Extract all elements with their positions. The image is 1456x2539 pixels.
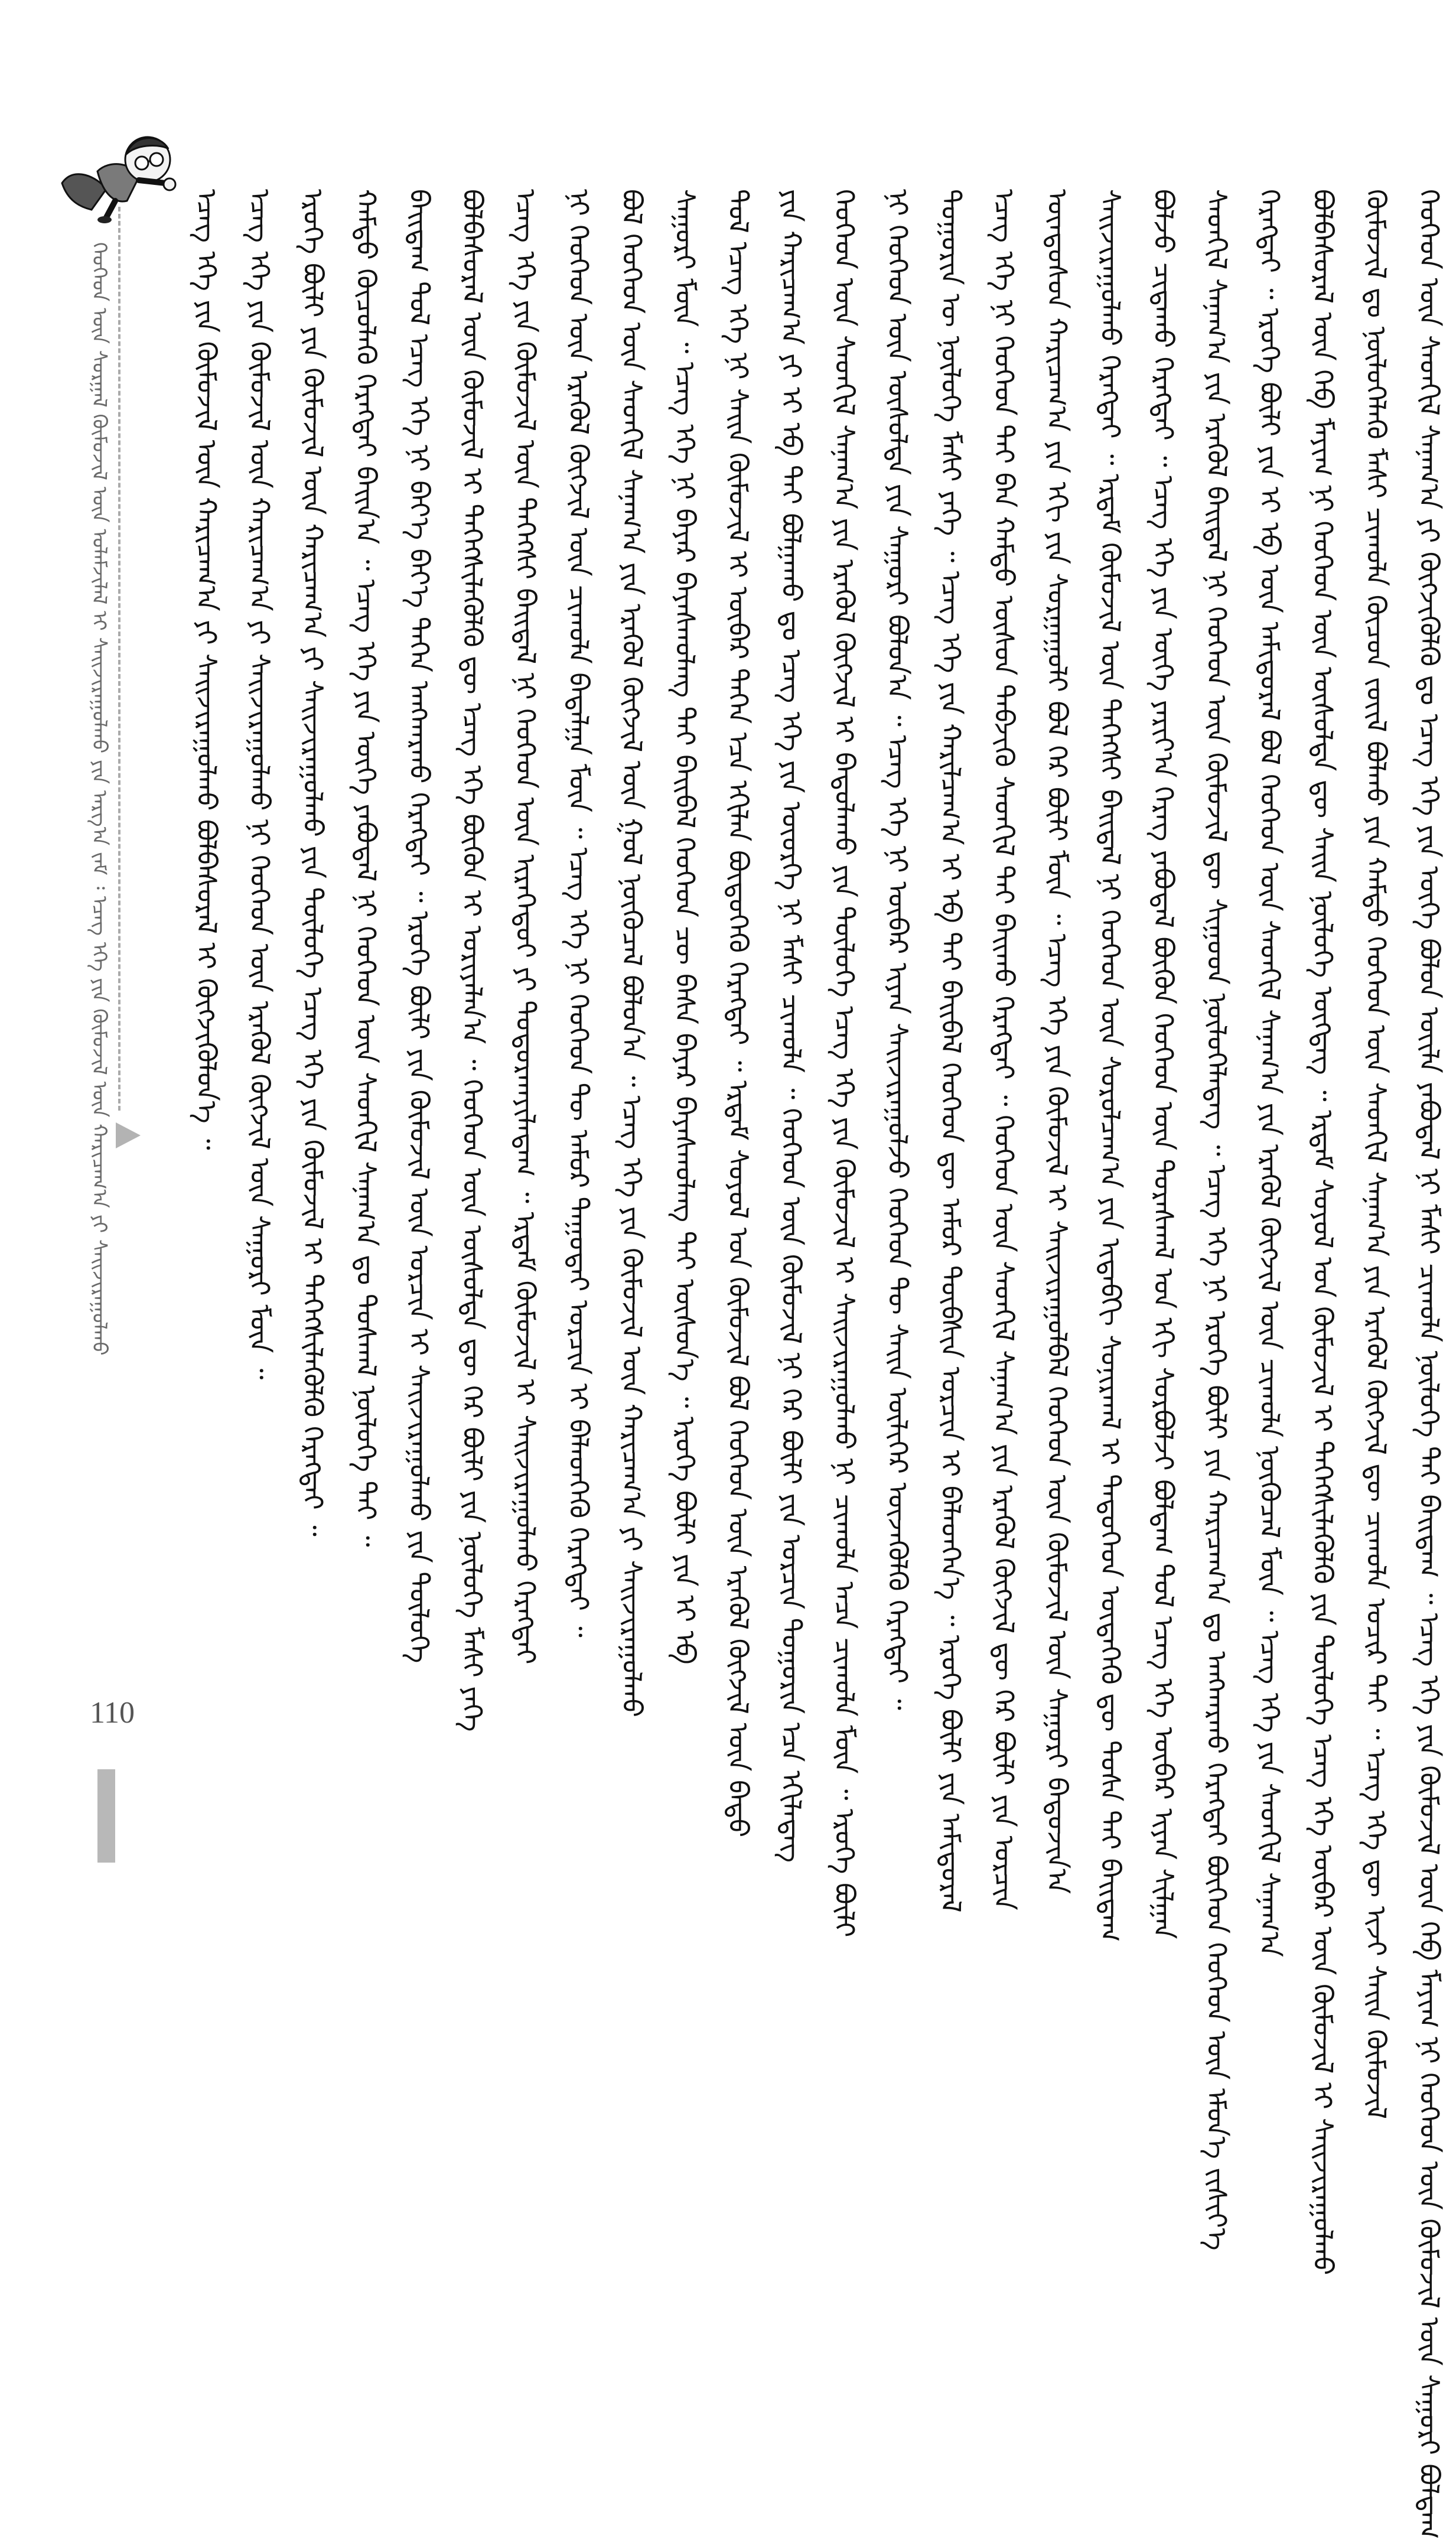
text-column: ᠨᠢ ᠬᠡᠦᠬᠡᠳ ᠦᠨ ᠡᠷᠡᠭᠦᠯ ᠬᠥᠭᠵᠢᠯ ᠦᠨ ᠴᠢᠬᠤᠯᠠ ᠪᠠᠲᠠᠯᠭᠠ ᠮᠥᠨ ᠃ ᠡᠴᠡᠭ᠌ ᠡᠬᠡ ᠨᠢ ᠬᠡᠦᠬᠡᠳ ᠲᠦ ᠠᠮᠤᠷ ᠳᠠᠭᠤᠲᠠᠢ ᠣᠷᠴᠢᠨ ᠢ ᠪᠡᠯᠡᠳᠬᠡᠬᠦ ᠬᠡᠷᠡᠭᠲᠡᠢ ᠃ [563,189,595,1638]
text-column: ᠬᠠᠮᠲᠤ ᠬᠦᠴᠦᠯᠡᠬᠦ ᠬᠡᠷᠡᠭᠲᠡᠢ ᠪᠠᠢᠨ᠎ᠠ ᠃ ᠡᠴᠡᠭ᠌ ᠡᠬᠡ ᠶᠢᠨ ᠦᠭᠡ ᠶᠠᠪᠤᠳᠠᠯ ᠨᠢ ᠬᠡᠦᠬᠡᠳ ᠦᠨ ᠰᠡᠳᠬᠢᠯ ᠰᠠᠨᠠᠭ᠎ᠠ ᠳᠤ ᠲᠤᠰᠬᠠᠯ ᠨᠥᠯᠥᠭᠡ ᠲᠠᠢ ᠃ [350,189,382,1547]
text-column: ᠰᠠᠭᠤᠷᠢ ᠮᠥᠨ ᠃ ᠡᠴᠡᠭ᠌ ᠡᠬᠡ ᠨᠢ ᠪᠠᠶᠠᠷ ᠪᠠᠶᠠᠰᠬᠤᠯᠠᠩ ᠲᠠᠢ ᠪᠠᠢᠪᠠᠯ ᠬᠡᠦᠬᠡᠳ ᠴᠦ ᠪᠠᠰᠠ ᠪᠠᠶᠠᠷ ᠪᠠᠶᠠᠰᠬᠤᠯᠠᠩ ᠲᠠᠢ ᠥᠰᠦᠨ᠎ᠡ ᠃ ᠡᠷᠦᠬᠡ ᠪᠦᠯᠢ ᠶᠢᠨ ᠡᠶ ᠡᠪ [669,189,701,1665]
running-header: ᠬᠡᠦᠬᠡᠳ ᠦᠨ ᠰᠤᠷᠭᠠᠯ ᠬᠦᠮᠦᠵᠢᠯ ᠦᠨ ᠤᠯᠠᠮᠵᠢᠯᠠᠯ ᠢ ᠰᠠᠢᠵᠢᠷᠠᠭᠤᠯᠬᠤ ᠶᠢᠨ ᠠᠷᠭ᠎ᠠ ᠵᠠᠮ ᠄ ᠡᠴᠡᠭ᠌ ᠡᠬᠡ ᠶᠢᠨ ᠬᠦᠮᠦᠵᠢᠯ ᠦᠨ ᠬᠠᠷᠢᠴᠠᠭ᠎ᠠ ᠶᠢ ᠰᠠᠢᠵᠢᠷᠠᠭᠤᠯᠬᠤ [87,242,111,1356]
text-column: ᠪᠣᠯ ᠬᠡᠦᠬᠡᠳ ᠦᠨ ᠰᠡᠳᠬᠢᠯ ᠰᠠᠨᠠᠭ᠎ᠠ ᠶᠢᠨ ᠡᠷᠡᠭᠦᠯ ᠬᠥᠭᠵᠢᠯ ᠦᠨ ᠭᠣᠯ ᠨᠥᠬᠥᠴᠡᠯ ᠪᠣᠯᠤᠨ᠎ᠠ ᠃ ᠡᠴᠡᠭ᠌ ᠡᠬᠡ ᠶᠢᠨ ᠬᠦᠮᠦᠵᠢᠯ ᠦᠨ ᠬᠠᠷᠢᠴᠠᠭ᠎ᠠ ᠶᠢ ᠰᠠᠢᠵᠢᠷᠠᠭᠤᠯᠬᠤ [616,189,648,1717]
text-column: ᠨᠢ ᠬᠡᠦᠬᠡᠳ ᠦᠨ ᠥᠰᠥᠯᠲᠡ ᠶᠢᠨ ᠰᠠᠭᠤᠷᠢ ᠪᠣᠯᠤᠨ᠎ᠠ ᠃ ᠡᠴᠡᠭ᠌ ᠡᠬᠡ ᠨᠢ ᠥᠪᠡᠷ ᠢᠶᠡᠨ ᠰᠠᠢᠵᠢᠷᠠᠭᠤᠯᠵᠤ ᠬᠡᠦᠬᠡᠳ ᠲᠦ ᠰᠠᠢᠨ ᠦᠯᠢᠭᠡᠷ ᠦᠵᠡᠭᠦᠯᠬᠦ ᠬᠡᠷᠡᠭᠲᠡᠢ ᠃ [882,189,914,1710]
text-column: ᠬᠦᠮᠦᠵᠢᠯ ᠳᠤ ᠨᠥᠯᠥᠭᠡᠯᠡᠬᠦ ᠮᠠᠰᠢ ᠴᠢᠬᠤᠯᠠ ᠬᠦᠴᠦᠨ ᠵᠦᠢᠯ ᠪᠣᠯᠬᠤ ᠶᠢᠨ ᠬᠠᠮᠲᠤ ᠬᠡᠦᠬᠡᠳ ᠦᠨ ᠰᠡᠳᠬᠢᠯ ᠰᠠᠨᠠᠭ᠎ᠠ ᠶᠢᠨ ᠡᠷᠡᠭᠦᠯ ᠬᠥᠭᠵᠢᠯ ᠳᠦ ᠴᠢᠬᠤᠯᠠ ᠤᠴᠢᠷ ᠲᠠᠢ ᠃ ᠡᠴᠡᠭ᠌ ᠡᠬᠡ ᠳᠦ ᠢᠵᠢ ᠰᠠᠢᠨ ᠬᠦᠮᠦᠵᠢᠯ [1360,189,1392,2120]
text-column: ᠡᠴᠡᠭ᠌ ᠡᠬᠡ ᠶᠢᠨ ᠬᠦᠮᠦᠵᠢᠯ ᠦᠨ ᠳᠡᠭᠡᠭᠰᠢ ᠪᠠᠢᠳᠠᠯ ᠨᠢ ᠬᠡᠦᠬᠡᠳ ᠦᠨ ᠢᠷᠡᠭᠡᠳᠦᠢ ᠶᠢ ᠲᠣᠳᠤᠷᠬᠠᠶᠢᠯᠠᠳᠠᠭ ᠃ ᠡᠷᠳᠡᠮ ᠬᠦᠮᠦᠵᠢᠯ ᠢ ᠰᠠᠢᠵᠢᠷᠠᠭᠤᠯᠬᠤ ᠬᠡᠷᠡᠭᠲᠡᠢ [510,189,542,1665]
text-column: ᠬᠡᠦᠬᠡᠳ ᠦᠨ ᠰᠡᠳᠬᠢᠯ ᠰᠠᠨᠠᠭ᠎ᠠ ᠶᠢ ᠬᠥᠭᠵᠢᠭᠦᠯᠬᠦ ᠳᠤ ᠡᠴᠡᠭ᠌ ᠡᠬᠡ ᠶᠢᠨ ᠦᠭᠡ ᠪᠣᠯᠤᠨ ᠦᠢᠯᠡ ᠶᠠᠪᠤᠳᠠᠯ ᠨᠢ ᠮᠠᠰᠢ ᠴᠢᠬᠤᠯᠠ ᠨᠥᠯᠥᠭᠡ ᠲᠠᠢ ᠪᠠᠢᠳᠠᠭ ᠃ ᠡᠴᠡᠭ᠌ ᠡᠬᠡ ᠶᠢᠨ ᠬᠦᠮᠦᠵᠢᠯ ᠦᠨ ᠬᠡᠪ ᠮᠠᠶᠢᠭ ᠨᠢ ᠬᠡᠦᠬᠡᠳ ᠦᠨ ᠬᠦᠮᠦᠵᠢᠯ ᠦᠨ ᠰᠠᠭᠤᠷᠢ ᠪᠣᠯᠳᠠᠭ [1413,189,1445,2539]
triangle-marker-icon [116,1122,141,1148]
text-column: ᠶᠢᠨ ᠬᠠᠷᠢᠴᠠᠭ᠎ᠠ ᠶᠢ ᠡᠶ ᠡᠪ ᠲᠡᠢ ᠪᠣᠯᠭᠠᠬᠤ ᠳᠤ ᠡᠴᠡᠭ᠌ ᠡᠬᠡ ᠶᠢᠨ ᠦᠦᠷᠭᠡ ᠨᠢ ᠮᠠᠰᠢ ᠴᠢᠬᠤᠯᠠ ᠃ ᠬᠡᠦᠬᠡᠳ ᠦᠨ ᠬᠦᠮᠦᠵᠢᠯ ᠨᠢ ᠭᠡᠷ ᠪᠦᠯᠢ ᠶᠢᠨ ᠣᠷᠴᠢᠨ ᠲᠣᠭᠣᠷᠢᠨ ᠡᠴᠡ ᠡᠬᠢᠯᠡᠳᠡᠭ [776,189,807,1863]
text-column: ᠪᠣᠯᠪᠠᠰᠤᠷᠠᠯ ᠦᠨ ᠬᠦᠮᠦᠵᠢᠯ ᠢ ᠳᠡᠭᠡᠭᠰᠢᠯᠡᠭᠦᠯᠬᠦ ᠳᠦ ᠡᠴᠡᠭ᠌ ᠡᠬᠡ ᠪᠦᠬᠦᠨ ᠢ ᠤᠷᠢᠶᠠᠯᠠᠨ᠎ᠠ ᠃ ᠬᠡᠦᠬᠡᠳ ᠦᠨ ᠥᠰᠥᠯᠲᠡ ᠳᠦ ᠭᠡᠷ ᠪᠦᠯᠢ ᠶᠢᠨ ᠨᠥᠯᠥᠭᠡ ᠮᠠᠰᠢ ᠶᠡᠬᠡ [457,189,488,1732]
text-column: ᠡᠷᠦᠬᠡ ᠪᠦᠯᠢ ᠶᠢᠨ ᠬᠦᠮᠦᠵᠢᠯ ᠦᠨ ᠬᠠᠷᠢᠴᠠᠭ᠎ᠠ ᠶᠢ ᠰᠠᠢᠵᠢᠷᠠᠭᠤᠯᠬᠤ ᠶᠢᠨ ᠲᠥᠯᠥᠭᠡ ᠡᠴᠡᠭ᠌ ᠡᠬᠡ ᠶᠢᠨ ᠬᠦᠮᠦᠵᠢᠯ ᠢ ᠳᠡᠭᠡᠭᠰᠢᠯᠡᠭᠦᠯᠬᠦ ᠬᠡᠷᠡᠭᠲᠡᠢ ᠃ [297,189,329,1537]
text-column: ᠪᠠᠢᠳᠠᠭ ᠲᠤᠯ ᠡᠴᠡᠭ᠌ ᠡᠬᠡ ᠨᠢ ᠪᠡᠶ᠎ᠡ ᠪᠡᠶ᠎ᠡ ᠳᠡᠭᠡᠨ ᠠᠩᠬᠠᠷᠬᠤ ᠬᠡᠷᠡᠭᠲᠡᠢ ᠃ ᠡᠷᠦᠬᠡ ᠪᠦᠯᠢ ᠶᠢᠨ ᠬᠦᠮᠦᠵᠢᠯ ᠦᠨ ᠣᠷᠴᠢᠨ ᠢ ᠰᠠᠢᠵᠢᠷᠠᠭᠤᠯᠬᠤ ᠶᠢᠨ ᠲᠥᠯᠥᠭᠡ [403,189,435,1664]
page-number: 110 [89,1696,135,1730]
header-divider [118,207,120,1111]
text-column: ᠲᠣᠭᠣᠷᠢᠨ ᠦ ᠨᠥᠯᠥᠭᠡ ᠮᠠᠰᠢ ᠶᠡᠬᠡ ᠃ ᠡᠴᠡᠭ᠌ ᠡᠬᠡ ᠶᠢᠨ ᠬᠠᠷᠢᠯᠴᠠᠭ᠎ᠠ ᠡᠶ ᠡᠪ ᠲᠡᠢ ᠪᠠᠢᠪᠠᠯ ᠬᠡᠦᠬᠡᠳ ᠳᠦ ᠠᠮᠤᠷ ᠲᠦᠪᠰᠢᠨ ᠤᠷᠴᠢᠨ ᠢ ᠪᠡᠯᠡᠳᠬᠡᠨ᠎ᠡ ᠃ ᠡᠷᠦᠬᠡ ᠪᠦᠯᠢ ᠶᠢᠨ ᠠᠮᠢᠳᠤᠷᠠᠯ [935,189,967,1913]
text-column: ᠡᠴᠡᠭ᠌ ᠡᠬᠡ ᠨᠢ ᠬᠡᠦᠬᠡᠳ ᠲᠡᠢ ᠪᠠᠨ ᠬᠠᠮᠲᠤ ᠥᠰᠦᠨ ᠳᠡᠪᠵᠢᠬᠦ ᠰᠡᠳᠬᠢᠯ ᠲᠠᠢ ᠪᠠᠢᠬᠤ ᠬᠡᠷᠡᠭᠲᠡᠢ ᠃ ᠬᠡᠦᠬᠡᠳ ᠦᠨ ᠰᠡᠳᠬᠢᠯ ᠰᠠᠨᠠᠭ᠎ᠠ ᠶᠢᠨ ᠡᠷᠡᠭᠦᠯ ᠬᠥᠭᠵᠢᠯ ᠳᠦ ᠭᠡᠷ ᠪᠦᠯᠢ ᠶᠢᠨ ᠣᠷᠴᠢᠨ [988,189,1020,1910]
boy-with-glasses-icon [50,112,186,224]
text-column: ᠪᠣᠯᠪᠠᠰᠤᠷᠠᠯ ᠦᠨ ᠬᠡᠪ ᠮᠠᠶᠢᠭ ᠨᠢ ᠬᠡᠦᠬᠡᠳ ᠦᠨ ᠥᠰᠥᠯᠲᠡ ᠳᠦ ᠰᠠᠢᠨ ᠨᠥᠯᠥᠭᠡ ᠥᠭᠳᠡᠭ ᠃ ᠡᠷᠳᠡᠮ ᠰᠣᠶᠤᠯ ᠤᠨ ᠬᠦᠮᠦᠵᠢᠯ ᠢ ᠳᠡᠭᠡᠭᠰᠢᠯᠡᠭᠦᠯᠬᠦ ᠶᠢᠨ ᠲᠥᠯᠥᠭᠡ ᠡᠴᠡᠭ᠌ ᠡᠬᠡ ᠥᠪᠡᠷ ᠦᠨ ᠬᠦᠮᠦᠵᠢᠯ ᠢ ᠰᠠᠢᠵᠢᠷᠠᠭᠤᠯᠬᠤ [1307,189,1339,2276]
text-column: ᠦᠨᠳᠦᠰᠦᠨ ᠬᠠᠷᠢᠴᠠᠭ᠎ᠠ ᠶᠢᠨ ᠡᠬᠢ ᠶᠢᠨ ᠰᠤᠷᠭᠠᠭᠤᠯᠢ ᠪᠣᠯ ᠭᠡᠷ ᠪᠦᠯᠢ ᠮᠥᠨ ᠃ ᠡᠴᠡᠭ᠌ ᠡᠬᠡ ᠶᠢᠨ ᠬᠦᠮᠦᠵᠢᠯ ᠢ ᠰᠠᠢᠵᠢᠷᠠᠭᠤᠯᠪᠠᠯ ᠬᠡᠦᠬᠡᠳ ᠦᠨ ᠬᠦᠮᠦᠵᠢᠯ ᠦᠨ ᠰᠠᠭᠤᠷᠢ ᠪᠠᠲᠤᠵᠢᠨ᠎ᠠ [1041,189,1073,1894]
text-column: ᠡᠴᠡᠭ᠌ ᠡᠬᠡ ᠶᠢᠨ ᠬᠦᠮᠦᠵᠢᠯ ᠦᠨ ᠬᠠᠷᠢᠴᠠᠭ᠎ᠠ ᠶᠢ ᠰᠠᠢᠵᠢᠷᠠᠭᠤᠯᠬᠤ ᠪᠣᠯᠪᠠᠰᠤᠷᠠᠯ ᠢ ᠬᠥᠭᠵᠢᠭᠦᠯᠦᠨ᠎ᠡ ᠃ [191,189,223,1150]
text-column: ᠡᠴᠡᠭ᠌ ᠡᠬᠡ ᠶᠢᠨ ᠬᠦᠮᠦᠵᠢᠯ ᠦᠨ ᠬᠠᠷᠢᠴᠠᠭ᠎ᠠ ᠶᠢ ᠰᠠᠢᠵᠢᠷᠠᠭᠤᠯᠬᠤ ᠨᠢ ᠬᠡᠦᠬᠡᠳ ᠦᠨ ᠡᠷᠡᠭᠦᠯ ᠬᠥᠭᠵᠢᠯ ᠦᠨ ᠰᠠᠭᠤᠷᠢ ᠮᠥᠨ ᠃ [244,189,276,1380]
text-column: ᠰᠠᠢᠵᠢᠷᠠᠭᠤᠯᠬᠤ ᠬᠡᠷᠡᠭᠲᠡᠢ ᠃ ᠡᠷᠳᠡᠮ ᠬᠦᠮᠦᠵᠢᠯ ᠦᠨ ᠳᠡᠭᠡᠭᠰᠢ ᠪᠠᠢᠳᠠᠯ ᠨᠢ ᠬᠡᠦᠬᠡᠳ ᠦᠨ ᠰᠤᠷᠤᠯᠴᠠᠭ᠎ᠠ ᠶᠢᠨ ᠢᠳᠡᠪᠬᠢ ᠰᠤᠨᠢᠷᠬᠠᠯ ᠢ ᠲᠡᠳᠦᠭᠡᠳ ᠥᠳᠡᠭᠡᠬᠦ ᠳᠦ ᠲᠤᠰᠠ ᠲᠠᠢ ᠪᠠᠢᠳᠠᠭ [1095,189,1126,1942]
text-column: ᠲᠤᠯ ᠡᠴᠡᠭ᠌ ᠡᠬᠡ ᠨᠢ ᠰᠠᠢᠨ ᠬᠦᠮᠦᠵᠢᠯ ᠢ ᠥᠪᠡᠷ ᠲᠡᠭᠡᠨ ᠡᠴᠡ ᠡᠬᠢᠯᠡᠨ ᠪᠦᠲᠦᠭᠡᠬᠦ ᠬᠡᠷᠡᠭᠲᠡᠢ ᠃ ᠡᠷᠳᠡᠮ ᠰᠣᠶᠤᠯ ᠤᠨ ᠬᠦᠮᠦᠵᠢᠯ ᠪᠣᠯ ᠬᠡᠦᠬᠡᠳ ᠦᠨ ᠡᠷᠡᠭᠦᠯ ᠬᠥᠭᠵᠢᠯ ᠦᠨ ᠪᠠᠲᠤ [722,189,754,1838]
text-column: ᠪᠣᠯᠵᠤ ᠴᠢᠳᠠᠬᠤ ᠬᠡᠷᠡᠭᠲᠡᠢ ᠃ ᠡᠴᠡᠭ᠌ ᠡᠬᠡ ᠶᠢᠨ ᠦᠭᠡ ᠶᠠᠷᠢᠶ᠎ᠠ ᠬᠡᠷᠡᠭ ᠶᠠᠪᠤᠳᠠᠯ ᠪᠦᠬᠦᠨ ᠬᠡᠦᠬᠡᠳ ᠦᠨ ᠳᠤᠷᠠᠰᠬᠠᠯ ᠤᠨ ᠡᠬᠢ ᠰᠤᠷᠪᠤᠯᠵᠢ ᠪᠣᠯᠳᠠᠭ ᠲᠤᠯ ᠡᠴᠡᠭ᠌ ᠡᠬᠡ ᠥᠪᠡᠷ ᠢᠶᠡᠨ ᠰᠢᠯᠭᠠᠨ [1148,189,1180,1939]
body-text [180,189,1445,2539]
footer-bar [97,1769,115,1863]
text-column: ᠰᠡᠳᠬᠢᠯ ᠰᠠᠨᠠᠭ᠎ᠠ ᠶᠢᠨ ᠡᠷᠡᠭᠦᠯ ᠪᠠᠢᠳᠠᠯ ᠨᠢ ᠬᠡᠦᠬᠡᠳ ᠦᠨ ᠬᠦᠮᠦᠵᠢᠯ ᠳᠦ ᠰᠢᠭᠤᠳ ᠨᠥᠯᠥᠭᠡᠯᠡᠳᠡᠭ ᠃ ᠡᠴᠡᠭ᠌ ᠡᠬᠡ ᠨᠢ ᠡᠷᠦᠬᠡ ᠪᠦᠯᠢ ᠶᠢᠨ ᠬᠠᠷᠢᠴᠠᠭ᠎ᠠ ᠳᠤ ᠠᠩᠬᠠᠷᠬᠤ ᠬᠡᠷᠡᠭᠲᠡᠢ ᠪᠥᠭᠡᠳ ᠬᠡᠦᠬᠡᠳ ᠦᠨ ᠡᠮᠦᠨ᠎ᠡ ᠵᠢᠱᠢᠶ᠎ᠡ [1201,189,1233,2251]
text-column: ᠬᠡᠦᠬᠡᠳ ᠦᠨ ᠰᠡᠳᠬᠢᠯ ᠰᠠᠨᠠᠭ᠎ᠠ ᠶᠢᠨ ᠡᠷᠡᠭᠦᠯ ᠬᠥᠭᠵᠢᠯ ᠢ ᠪᠠᠲᠤᠯᠠᠬᠤ ᠶᠢᠨ ᠲᠥᠯᠥᠭᠡ ᠡᠴᠡᠭ᠌ ᠡᠬᠡ ᠶᠢᠨ ᠬᠦᠮᠦᠵᠢᠯ ᠢ ᠰᠠᠢᠵᠢᠷᠠᠭᠤᠯᠬᠤ ᠨᠢ ᠴᠢᠬᠤᠯᠠ ᠠᠴᠠ ᠴᠢᠬᠤᠯᠠ ᠮᠥᠨ ᠃ ᠡᠷᠦᠬᠡ ᠪᠦᠯᠢ [829,189,861,1938]
text-column: ᠬᠡᠷᠡᠭᠲᠡᠢ ᠃ ᠡᠷᠦᠬᠡ ᠪᠦᠯᠢ ᠶᠢᠨ ᠡᠶ ᠡᠪ ᠦᠨ ᠠᠮᠢᠳᠤᠷᠠᠯ ᠪᠣᠯ ᠬᠡᠦᠬᠡᠳ ᠦᠨ ᠰᠡᠳᠬᠢᠯ ᠰᠠᠨᠠᠭ᠎ᠠ ᠶᠢᠨ ᠡᠷᠡᠭᠦᠯ ᠬᠥᠭᠵᠢᠯ ᠦᠨ ᠴᠢᠬᠤᠯᠠ ᠨᠥᠬᠥᠴᠡᠯ ᠮᠥᠨ ᠃ ᠡᠴᠡᠭ᠌ ᠡᠬᠡ ᠶᠢᠨ ᠰᠡᠳᠬᠢᠯ ᠰᠠᠨᠠᠭ᠎ᠠ [1254,189,1286,1957]
